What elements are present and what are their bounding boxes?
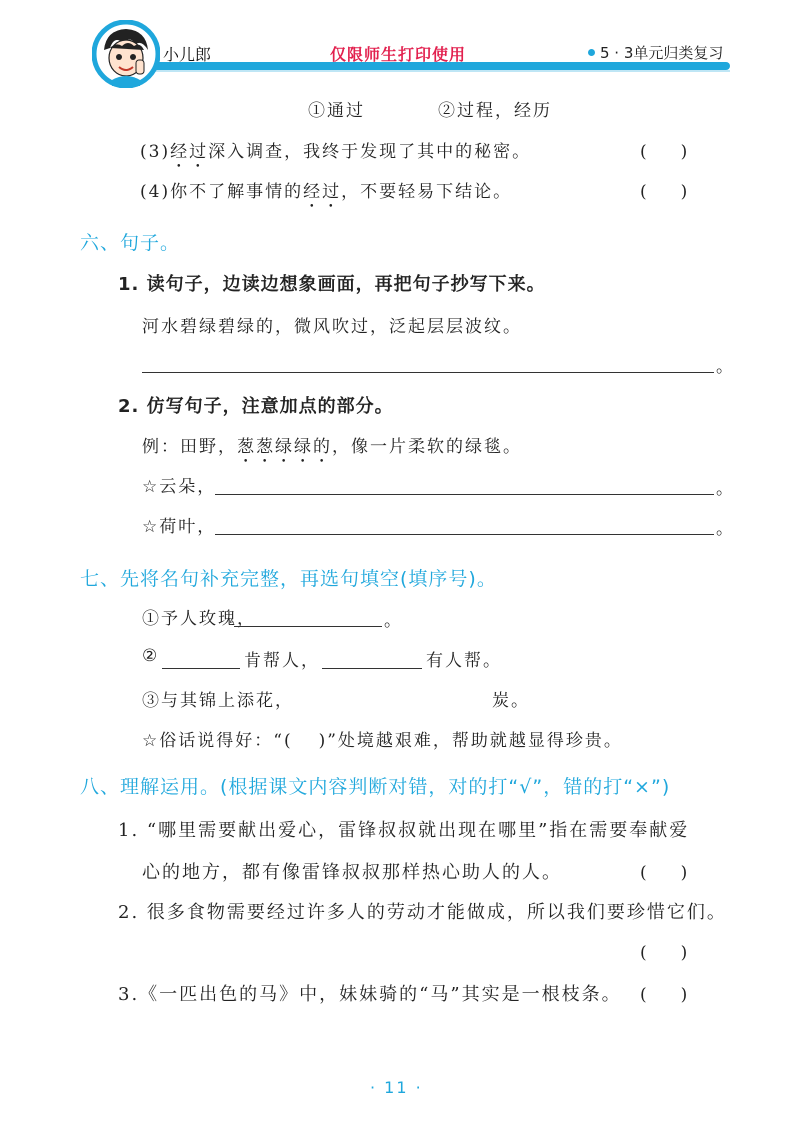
answer-line[interactable] bbox=[162, 668, 240, 669]
answer-line[interactable] bbox=[215, 494, 714, 495]
section-title-7: 七、先将名句补充完整，再选句填空(填序号)。 bbox=[80, 568, 497, 590]
header-underline bbox=[118, 70, 730, 72]
emphasized-phrase: 葱葱绿绿的 bbox=[237, 437, 332, 457]
section-title-6: 六、句子。 bbox=[80, 232, 181, 254]
item-text: 荷叶， bbox=[159, 517, 217, 537]
quote-2-number: ② bbox=[142, 646, 160, 666]
answer-line[interactable] bbox=[322, 668, 422, 669]
proverb-fill bbox=[142, 726, 623, 751]
answer-paren[interactable]: ( ) bbox=[640, 985, 688, 1005]
item-prefix: (4)你不了解事情的 bbox=[140, 182, 304, 202]
proverb-prefix: 俗话说得好：“( bbox=[159, 731, 293, 751]
line-end-period: 。 bbox=[716, 479, 735, 499]
item-text: ，不要轻易下结论。 bbox=[341, 182, 513, 202]
imitation-item-clouds bbox=[142, 472, 216, 497]
option-2: ②过程，经历 bbox=[438, 101, 552, 121]
example-sentence bbox=[142, 432, 522, 467]
star-icon: ☆ bbox=[142, 477, 160, 497]
answer-paren[interactable]: ( ) bbox=[640, 142, 688, 162]
page-number: · 11 · bbox=[370, 1078, 423, 1097]
quote-1: ①予人玫瑰， bbox=[142, 609, 256, 629]
part5-item-4 bbox=[140, 177, 512, 212]
question-8-1-line1: 1. “哪里需要献出爱心，雷锋叔叔就出现在哪里”指在需要奉献爱 bbox=[118, 820, 690, 841]
answer-line[interactable] bbox=[215, 534, 714, 535]
copy-sentence: 河水碧绿碧绿的，微风吹过，泛起层层波纹。 bbox=[142, 317, 522, 337]
option-1: ①通过 bbox=[308, 101, 365, 121]
header-title: 仅限师生打印使用 bbox=[330, 45, 467, 64]
header-dot-icon bbox=[588, 49, 595, 56]
quote-2-middle: 肯帮人， bbox=[244, 651, 320, 671]
part5-item-3 bbox=[140, 137, 531, 172]
question-8-1-line2: 心的地方，都有像雷锋叔叔那样热心助人的人。 bbox=[142, 862, 562, 883]
answer-paren[interactable]: ( ) bbox=[640, 943, 688, 963]
proverb-suffix: )”处境越艰难，帮助就越显得珍贵。 bbox=[318, 731, 623, 751]
answer-line[interactable] bbox=[142, 372, 714, 373]
question-8-2: 2. 很多食物需要经过许多人的劳动才能做成，所以我们要珍惜它们。 bbox=[118, 902, 727, 923]
emphasized-word: 经过 bbox=[170, 142, 209, 162]
unit-label: 5 · 3单元归类复习 bbox=[600, 44, 724, 62]
example-prefix: 例：田野， bbox=[142, 437, 237, 457]
star-icon: ☆ bbox=[142, 517, 160, 537]
quote-3-end: 炭。 bbox=[492, 691, 530, 711]
item-text: 云朵， bbox=[159, 477, 217, 497]
section-title-8: 八、理解运用。(根据课文内容判断对错，对的打“√”，错的打“×”) bbox=[80, 776, 671, 798]
emphasized-word: 经过 bbox=[303, 182, 342, 202]
quote-3: ③与其锦上添花， bbox=[142, 691, 294, 711]
example-suffix: ，像一片柔软的绿毯。 bbox=[332, 437, 522, 457]
quote-2-end: 有人帮。 bbox=[426, 651, 502, 671]
star-icon: ☆ bbox=[142, 731, 160, 751]
answer-line[interactable] bbox=[234, 626, 382, 627]
answer-paren[interactable]: ( ) bbox=[640, 863, 688, 883]
brand-name: 小儿郎 bbox=[163, 45, 212, 64]
boy-mascot-icon bbox=[92, 20, 160, 88]
question-6-1: 1. 读句子，边读边想象画面，再把句子抄写下来。 bbox=[118, 274, 546, 295]
imitation-item-lotus bbox=[142, 512, 216, 537]
line-end-period: 。 bbox=[384, 611, 403, 631]
answer-paren[interactable]: ( ) bbox=[640, 182, 688, 202]
line-end-period: 。 bbox=[716, 357, 735, 377]
question-8-3: 3.《一匹出色的马》中，妹妹骑的“马”其实是一根枝条。 bbox=[118, 984, 622, 1005]
line-end-period: 。 bbox=[716, 519, 735, 539]
question-6-2: 2. 仿写句子，注意加点的部分。 bbox=[118, 396, 394, 417]
item-text: 深入调查，我终于发现了其中的秘密。 bbox=[208, 142, 532, 162]
item-prefix: (3) bbox=[140, 142, 171, 162]
